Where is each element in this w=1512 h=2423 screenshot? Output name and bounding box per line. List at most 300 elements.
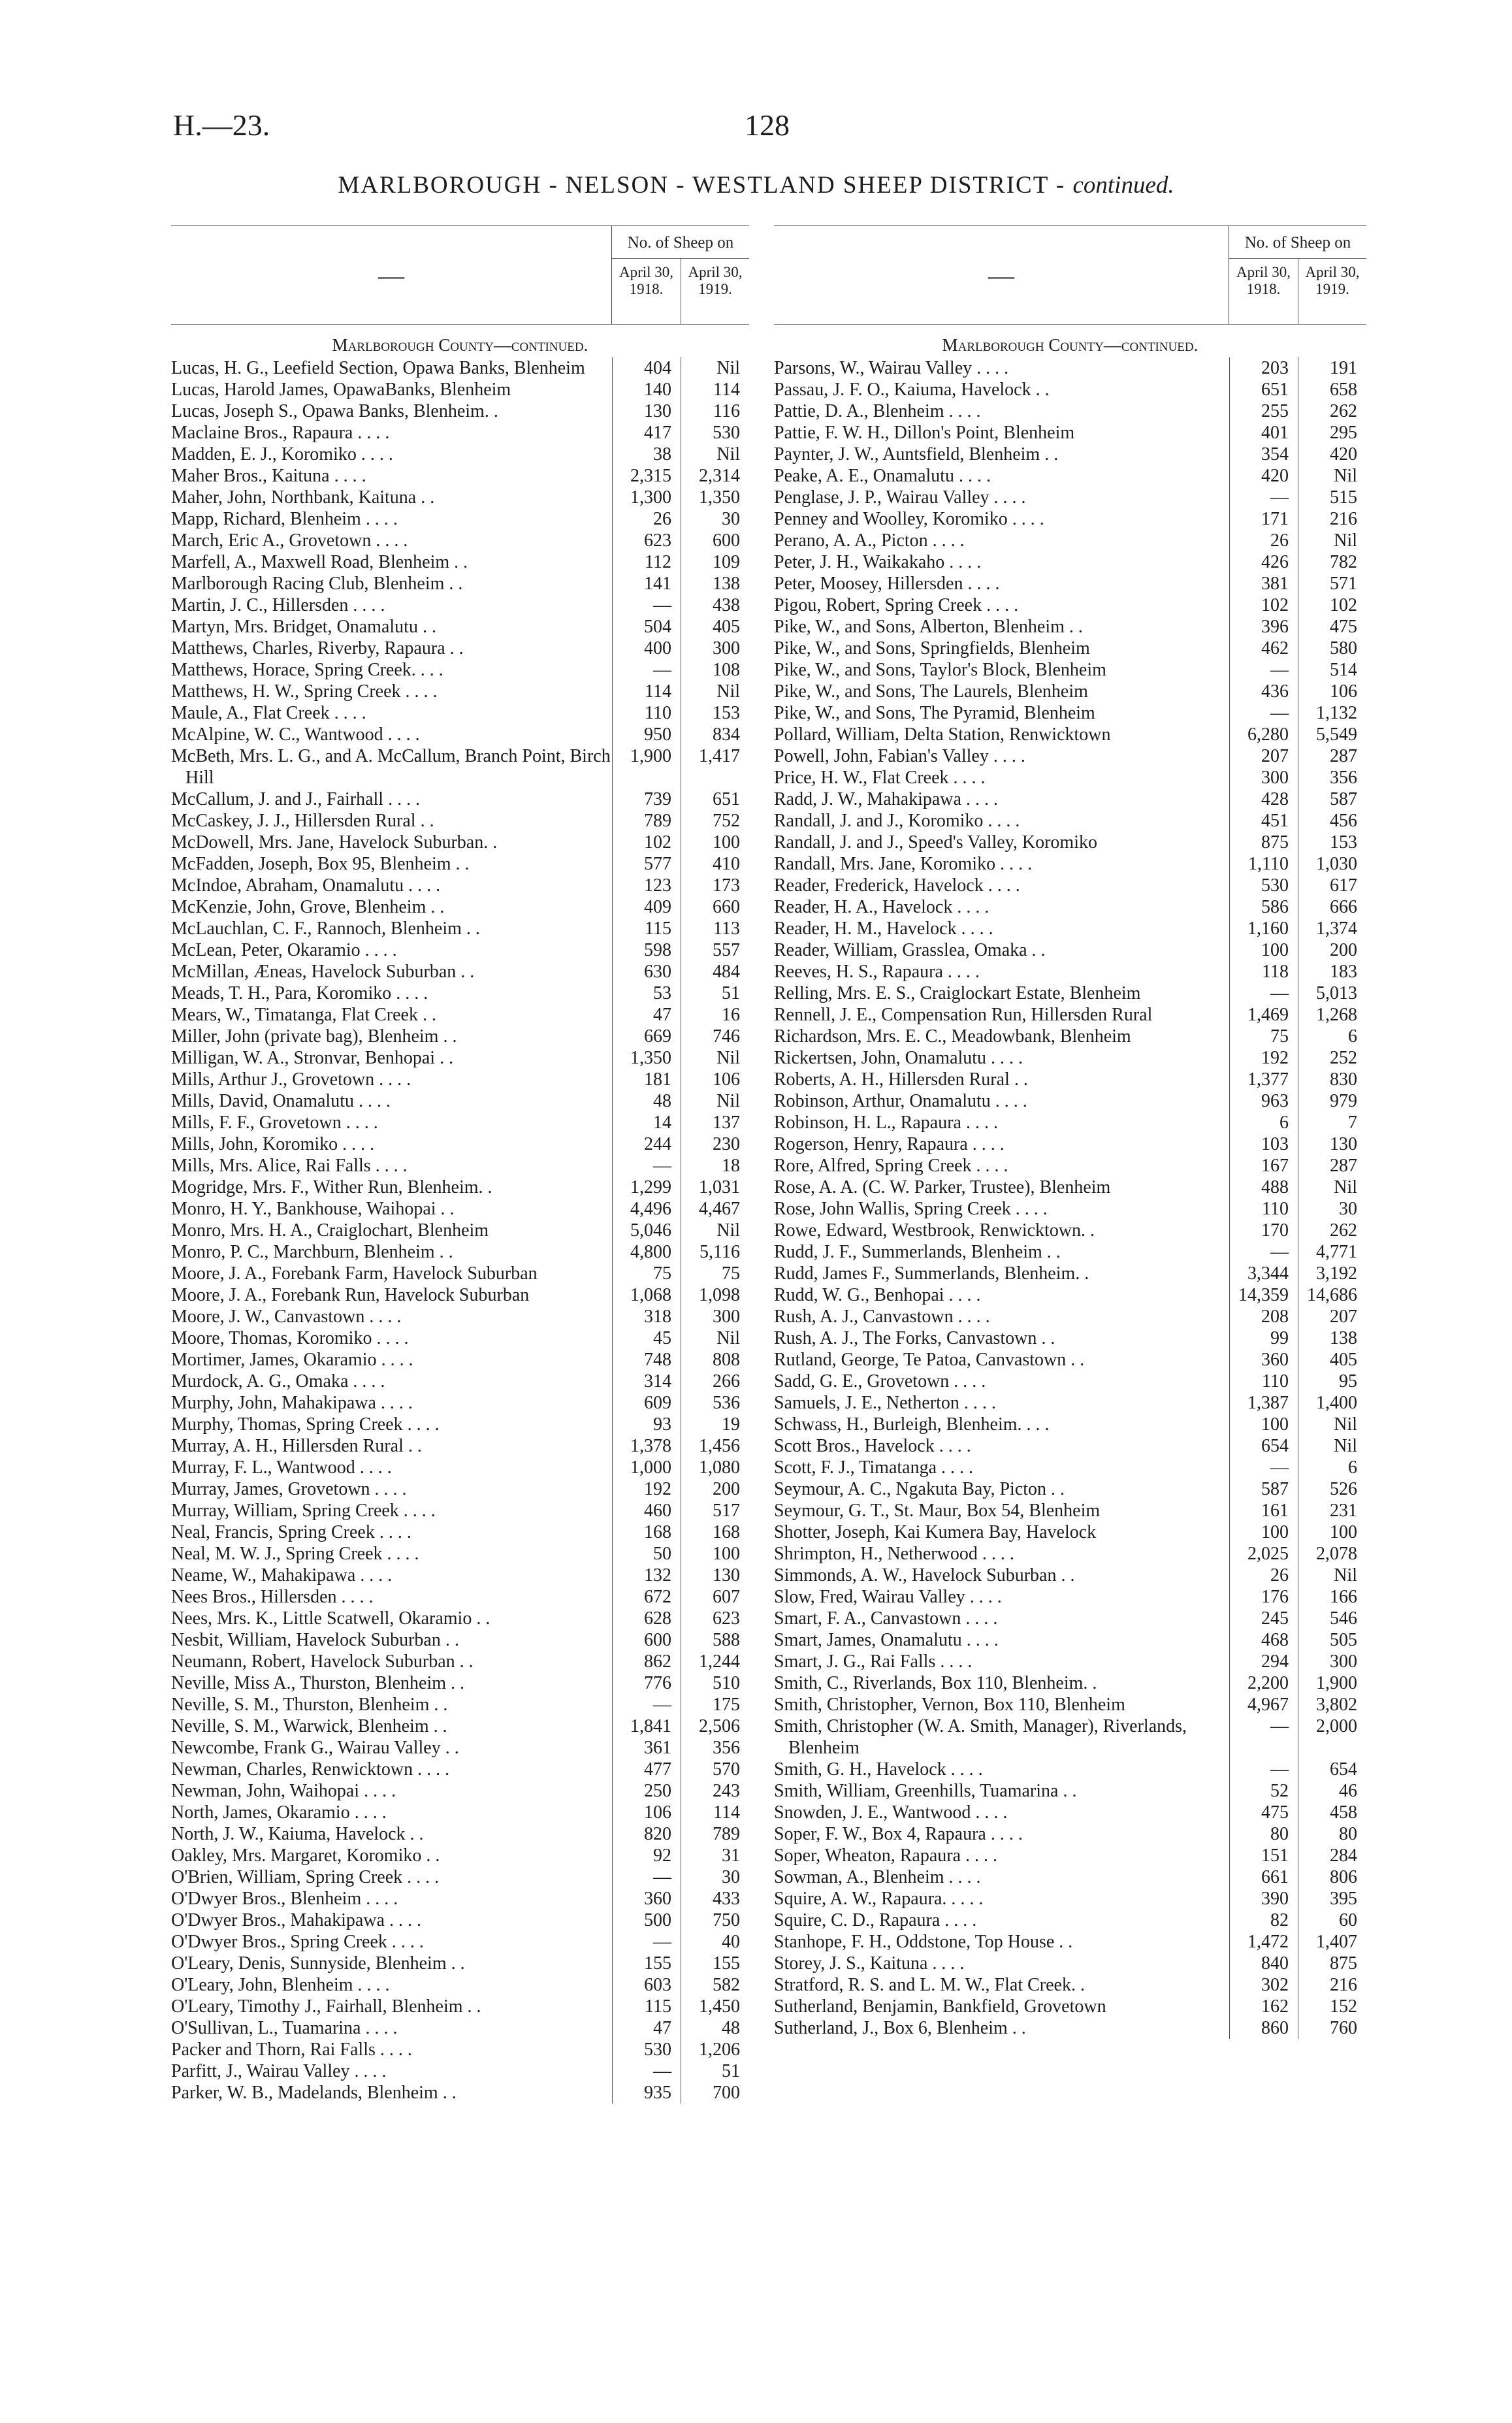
- owner-name: Powell, John, Fabian's Valley . . . .: [774, 746, 1025, 766]
- table-row: [171, 2039, 749, 2060]
- owner-name: Murphy, Thomas, Spring Creek . . . .: [171, 1414, 440, 1435]
- sheep-1919: 106: [681, 1069, 749, 1090]
- name-column-header: —: [378, 260, 404, 290]
- sheep-1918: 106: [612, 1802, 681, 1823]
- table-row: [774, 1500, 1366, 1521]
- table-row: [774, 659, 1366, 681]
- sheep-1918: 141: [612, 573, 681, 594]
- sheep-1919: Nil: [1298, 530, 1366, 551]
- owner-name: Storey, J. S., Kaituna . . . .: [774, 1953, 965, 1974]
- sheep-1918: 102: [1229, 594, 1298, 616]
- sheep-1918: 203: [1229, 357, 1298, 379]
- sheep-1919: 1,030: [1298, 853, 1366, 875]
- table-row: [774, 810, 1366, 832]
- table-row: [774, 616, 1366, 638]
- table-row: [774, 1306, 1366, 1327]
- owner-list: [774, 357, 1366, 2039]
- sheep-1918: 420: [1229, 465, 1298, 487]
- sheep-1918: 38: [612, 444, 681, 465]
- owner-name: Nees Bros., Hillersden . . . .: [171, 1587, 374, 1607]
- owner-name: Squire, A. W., Rapaura. . . . .: [774, 1889, 984, 1909]
- sheep-1918: 102: [612, 832, 681, 853]
- table-row: [774, 422, 1366, 444]
- sheep-1918: 2,200: [1229, 1672, 1298, 1694]
- table-row: [171, 939, 749, 961]
- sheep-1918: 935: [612, 2082, 681, 2104]
- sheep-1919: Nil: [681, 681, 749, 702]
- table-row: [774, 1521, 1366, 1543]
- sheep-1918: 1,160: [1229, 918, 1298, 939]
- sheep-1919: 557: [681, 939, 749, 961]
- sheep-1918: 26: [1229, 530, 1298, 551]
- owner-name: Smith, Christopher (W. A. Smith, Manager), Riverlands, Blenheim: [774, 1716, 1187, 1758]
- owner-name: Rudd, W. G., Benhopai . . . .: [774, 1285, 981, 1305]
- owner-name: Mapp, Richard, Blenheim . . . .: [171, 509, 398, 529]
- owner-name: Neumann, Robert, Havelock Suburban . .: [171, 1651, 474, 1672]
- sheep-1918: 47: [612, 2017, 681, 2039]
- sheep-1918: 748: [612, 1349, 681, 1371]
- owner-name: Rush, A. J., Canvastown . . . .: [774, 1307, 990, 1327]
- name-column-header: —: [988, 260, 1014, 290]
- table-row: [774, 1047, 1366, 1069]
- table-row: [774, 939, 1366, 961]
- owner-name: Smith, G. H., Havelock . . . .: [774, 1759, 983, 1780]
- sheep-1919: 1,900: [1298, 1672, 1366, 1694]
- table-row: [171, 530, 749, 551]
- owner-name: McLauchlan, C. F., Rannoch, Blenheim . .: [171, 919, 480, 939]
- sheep-1918: 1,299: [612, 1177, 681, 1198]
- sheep-1919: 1,450: [681, 1996, 749, 2017]
- sheep-1918: 451: [1229, 810, 1298, 832]
- sheep-1918: 840: [1229, 1953, 1298, 1974]
- sheep-1919: 4,771: [1298, 1241, 1366, 1263]
- table-row: [774, 1112, 1366, 1133]
- owner-name: Richardson, Mrs. E. C., Meadowbank, Blenheim: [774, 1026, 1131, 1047]
- sheep-1919: 153: [1298, 832, 1366, 853]
- table-row: [171, 983, 749, 1004]
- table-row: [171, 875, 749, 896]
- sheep-1918: 609: [612, 1392, 681, 1414]
- sheep-1919: 979: [1298, 1090, 1366, 1112]
- sheep-1919: 475: [1298, 616, 1366, 638]
- owner-name: Matthews, Horace, Spring Creek. . . .: [171, 660, 443, 680]
- table-row: [171, 1047, 749, 1069]
- sheep-1919: 262: [1298, 400, 1366, 422]
- sheep-1919: 875: [1298, 1953, 1366, 1974]
- owner-name: Maher, John, Northbank, Kaituna . .: [171, 487, 435, 508]
- owner-name: Mills, Arthur J., Grovetown . . . .: [171, 1069, 411, 1090]
- owner-name: Rose, John Wallis, Spring Creek . . . .: [774, 1199, 1048, 1219]
- sheep-1918: 5,046: [612, 1220, 681, 1241]
- sheep-1918: 110: [1229, 1198, 1298, 1220]
- table-row: [774, 745, 1366, 767]
- owner-name: Smith, William, Greenhills, Tuamarina . .: [774, 1781, 1077, 1801]
- sheep-1918: —: [612, 1931, 681, 1953]
- sheep-1918: 475: [1229, 1802, 1298, 1823]
- sheep-1919: 405: [1298, 1349, 1366, 1371]
- table-row: [171, 1177, 749, 1198]
- sheep-1918: 118: [1229, 961, 1298, 983]
- owner-name: McBeth, Mrs. L. G., and A. McCallum, Branch Point, Birch Hill: [171, 746, 611, 788]
- owner-name: Newman, Charles, Renwicktown . . . .: [171, 1759, 450, 1780]
- owner-name: Monro, P. C., Marchburn, Blenheim . .: [171, 1242, 453, 1262]
- sheep-1918: 26: [1229, 1565, 1298, 1586]
- sheep-1918: —: [612, 659, 681, 681]
- sheep-1919: 2,078: [1298, 1543, 1366, 1565]
- table-row: [774, 400, 1366, 422]
- owner-name: Paynter, J. W., Auntsfield, Blenheim . .: [774, 444, 1059, 464]
- table-row: [171, 724, 749, 745]
- sheep-1919: 658: [1298, 379, 1366, 400]
- sheep-1919: 48: [681, 2017, 749, 2039]
- table-row: [774, 1996, 1366, 2017]
- table-row: [171, 1953, 749, 1974]
- table-row: [171, 1457, 749, 1478]
- sheep-1919: 588: [681, 1629, 749, 1651]
- sheep-1919: 300: [1298, 1651, 1366, 1672]
- table-row: [171, 1910, 749, 1931]
- sheep-1918: 100: [1229, 939, 1298, 961]
- table-row: [171, 1866, 749, 1888]
- sheep-1919: 130: [681, 1565, 749, 1586]
- sheep-1919: 356: [1298, 767, 1366, 789]
- sheep-1919: 113: [681, 918, 749, 939]
- sheep-count-label: No. of Sheep on: [1229, 226, 1366, 259]
- owner-name: Miller, John (private bag), Blenheim . .: [171, 1026, 457, 1047]
- owner-name: McMillan, Æneas, Havelock Suburban . .: [171, 962, 475, 982]
- sheep-1918: 586: [1229, 896, 1298, 918]
- sheep-1919: 546: [1298, 1608, 1366, 1629]
- sheep-1919: 438: [681, 594, 749, 616]
- sheep-1919: 420: [1298, 444, 1366, 465]
- sheep-1918: 192: [1229, 1047, 1298, 1069]
- table-row: [774, 767, 1366, 789]
- sheep-1918: 151: [1229, 1845, 1298, 1866]
- sheep-1918: 361: [612, 1737, 681, 1759]
- table-row: [171, 789, 749, 810]
- sheep-1918: 47: [612, 1004, 681, 1026]
- sheep-1918: 409: [612, 896, 681, 918]
- table-row: [171, 896, 749, 918]
- table-row: [774, 1220, 1366, 1241]
- owner-name: Scott Bros., Havelock . . . .: [774, 1436, 971, 1456]
- table-row: [171, 1586, 749, 1608]
- sheep-1919: Nil: [681, 1090, 749, 1112]
- sheep-1919: 1,400: [1298, 1392, 1366, 1414]
- table-row: [171, 2017, 749, 2039]
- table-row: [171, 1780, 749, 1802]
- sheep-1918: 577: [612, 853, 681, 875]
- sheep-1919: 153: [681, 702, 749, 724]
- sheep-1918: —: [1229, 659, 1298, 681]
- sheep-1918: 600: [612, 1629, 681, 1651]
- sheep-1919: 1,132: [1298, 702, 1366, 724]
- owner-name: Peter, Moosey, Hillersden . . . .: [774, 574, 1000, 594]
- sheep-1918: 6,280: [1229, 724, 1298, 745]
- owner-name: Randall, J. and J., Koromiko . . . .: [774, 811, 1020, 831]
- sheep-1918: 2,025: [1229, 1543, 1298, 1565]
- sheep-1918: —: [1229, 1457, 1298, 1478]
- sheep-1918: 1,841: [612, 1716, 681, 1737]
- owner-name: Pattie, F. W. H., Dillon's Point, Blenheim: [774, 423, 1075, 443]
- table-row: [171, 1284, 749, 1306]
- owner-name: Stratford, R. S. and L. M. W., Flat Creek. .: [774, 1975, 1085, 1995]
- owner-name: Pike, W., and Sons, Alberton, Blenheim . .: [774, 617, 1083, 637]
- sheep-1919: 284: [1298, 1845, 1366, 1866]
- sheep-1918: 1,000: [612, 1457, 681, 1478]
- sheep-1919: 530: [681, 422, 749, 444]
- table-row: [774, 2017, 1366, 2039]
- sheep-1918: 181: [612, 1069, 681, 1090]
- table-row: [171, 422, 749, 444]
- table-row: [171, 1435, 749, 1457]
- owner-name: Pike, W., and Sons, The Pyramid, Blenheim: [774, 703, 1095, 723]
- owner-name: Nees, Mrs. K., Little Scatwell, Okaramio . .: [171, 1608, 491, 1629]
- sheep-1918: 99: [1229, 1327, 1298, 1349]
- section-heading: Marlborough County—continued.: [332, 335, 588, 355]
- owner-name: Rickertsen, John, Onamalutu . . . .: [774, 1048, 1023, 1068]
- sheep-1918: 436: [1229, 681, 1298, 702]
- owner-name: Moore, Thomas, Koromiko . . . .: [171, 1328, 409, 1348]
- sheep-1918: 1,300: [612, 487, 681, 508]
- owner-name: Marfell, A., Maxwell Road, Blenheim . .: [171, 552, 468, 572]
- owner-name: Soper, Wheaton, Rapaura . . . .: [774, 1846, 998, 1866]
- sheep-1919: 1,350: [681, 487, 749, 508]
- sheep-1919: 19: [681, 1414, 749, 1435]
- sheep-1919: 116: [681, 400, 749, 422]
- table-row: [171, 1651, 749, 1672]
- sheep-1918: 4,496: [612, 1198, 681, 1220]
- sheep-1919: 166: [1298, 1586, 1366, 1608]
- sheep-1919: 6: [1298, 1457, 1366, 1478]
- sheep-1918: 462: [1229, 638, 1298, 659]
- sheep-1919: 95: [1298, 1371, 1366, 1392]
- owner-name: Pollard, William, Delta Station, Renwicktown: [774, 724, 1111, 745]
- table-row: [171, 1931, 749, 1953]
- sheep-1919: 580: [1298, 638, 1366, 659]
- sheep-1918: 75: [612, 1263, 681, 1284]
- owner-name: Reeves, H. S., Rapaura . . . .: [774, 962, 980, 982]
- sheep-1919: 287: [1298, 1155, 1366, 1177]
- owner-name: Smith, Christopher, Vernon, Box 110, Blenheim: [774, 1695, 1125, 1715]
- owner-name: Price, H. W., Flat Creek . . . .: [774, 768, 986, 788]
- table-row: [171, 1500, 749, 1521]
- table-row: [774, 1177, 1366, 1198]
- sheep-1919: 173: [681, 875, 749, 896]
- sheep-1919: 207: [1298, 1306, 1366, 1327]
- sheep-1918: 396: [1229, 616, 1298, 638]
- year-1919-header: April 30, 1919.: [1298, 259, 1366, 324]
- owner-name: Rowe, Edward, Westbrook, Renwicktown. .: [774, 1220, 1095, 1241]
- table-row: [171, 1220, 749, 1241]
- sheep-count-label: No. of Sheep on: [612, 226, 749, 259]
- table-row: [171, 1521, 749, 1543]
- sheep-1918: 488: [1229, 1177, 1298, 1198]
- table-row: [774, 1672, 1366, 1694]
- sheep-1919: 1,098: [681, 1284, 749, 1306]
- owner-name: Samuels, J. E., Netherton . . . .: [774, 1393, 996, 1413]
- sheep-1918: 603: [612, 1974, 681, 1996]
- owner-name: Smart, J. G., Rai Falls . . . .: [774, 1651, 973, 1672]
- sheep-1918: 963: [1229, 1090, 1298, 1112]
- sheep-1919: 51: [681, 2060, 749, 2082]
- table-row: [171, 1478, 749, 1500]
- owner-name: Passau, J. F. O., Kaiuma, Havelock . .: [774, 380, 1050, 400]
- sheep-1918: 244: [612, 1133, 681, 1155]
- owner-name: Moore, J. A., Forebank Farm, Havelock Suburban: [171, 1263, 538, 1284]
- owner-name: Murray, A. H., Hillersden Rural . .: [171, 1436, 422, 1456]
- table-row: [171, 1349, 749, 1371]
- sheep-1918: 123: [612, 875, 681, 896]
- table-row: [774, 1931, 1366, 1953]
- owner-name: Mogridge, Mrs. F., Wither Run, Blenheim. .: [171, 1177, 492, 1197]
- sheep-1919: 106: [1298, 681, 1366, 702]
- sheep-1918: 170: [1229, 1220, 1298, 1241]
- sheep-1919: 30: [681, 1866, 749, 1888]
- sheep-1919: 587: [1298, 789, 1366, 810]
- sheep-1918: 167: [1229, 1155, 1298, 1177]
- table-row: [171, 1672, 749, 1694]
- owner-name: Rutland, George, Te Patoa, Canvastown . .: [774, 1350, 1085, 1370]
- table-row: [171, 594, 749, 616]
- table-row: [171, 573, 749, 594]
- table-row: [774, 1241, 1366, 1263]
- table-row: [774, 1866, 1366, 1888]
- sheep-1918: 100: [1229, 1521, 1298, 1543]
- sheep-1919: 514: [1298, 659, 1366, 681]
- owner-name: Pike, W., and Sons, Taylor's Block, Blenheim: [774, 660, 1106, 680]
- sheep-1918: 75: [1229, 1026, 1298, 1047]
- sheep-1919: 660: [681, 896, 749, 918]
- sheep-1919: 108: [681, 659, 749, 681]
- sheep-1918: 428: [1229, 789, 1298, 810]
- owner-name: Parfitt, J., Wairau Valley . . . .: [171, 2061, 387, 2081]
- sheep-1918: 300: [1229, 767, 1298, 789]
- sheep-1919: 4,467: [681, 1198, 749, 1220]
- owner-name: Marlborough Racing Club, Blenheim . .: [171, 574, 463, 594]
- sheep-1919: Nil: [1298, 1565, 1366, 1586]
- sheep-1918: 245: [1229, 1608, 1298, 1629]
- sheep-1919: 252: [1298, 1047, 1366, 1069]
- sheep-1918: 110: [1229, 1371, 1298, 1392]
- sheep-1919: 16: [681, 1004, 749, 1026]
- sheep-1919: 1,456: [681, 1435, 749, 1457]
- table-row: [171, 1694, 749, 1716]
- owner-name: Seymour, G. T., St. Maur, Box 54, Blenheim: [774, 1501, 1101, 1521]
- owner-name: O'Leary, Denis, Sunnyside, Blenheim . .: [171, 1953, 465, 1974]
- owner-name: Snowden, J. E., Wantwood . . . .: [774, 1802, 1008, 1823]
- sheep-1919: 155: [681, 1953, 749, 1974]
- table-row: [774, 1974, 1366, 1996]
- owner-name: McDowell, Mrs. Jane, Havelock Suburban. .: [171, 832, 498, 853]
- table-row: [171, 745, 749, 789]
- table-row: [171, 1802, 749, 1823]
- sheep-1919: 834: [681, 724, 749, 745]
- sheep-1918: 250: [612, 1780, 681, 1802]
- owner-name: O'Dwyer Bros., Mahakipawa . . . .: [171, 1910, 421, 1930]
- sheep-1919: 505: [1298, 1629, 1366, 1651]
- sheep-1919: 200: [681, 1478, 749, 1500]
- table-row: [774, 1349, 1366, 1371]
- table-row: [171, 1155, 749, 1177]
- sheep-1918: 401: [1229, 422, 1298, 444]
- sheep-1919: Nil: [681, 1047, 749, 1069]
- sheep-1918: 862: [612, 1651, 681, 1672]
- owner-name: Stanhope, F. H., Oddstone, Top House . .: [774, 1932, 1073, 1952]
- sheep-1919: 109: [681, 551, 749, 573]
- sheep-1919: 607: [681, 1586, 749, 1608]
- sheep-1919: 3,802: [1298, 1694, 1366, 1716]
- sheep-1919: 40: [681, 1931, 749, 1953]
- table-row: [774, 357, 1366, 379]
- owner-name: Pigou, Robert, Spring Creek . . . .: [774, 595, 1019, 615]
- owner-name: Shotter, Joseph, Kai Kumera Bay, Havelock: [774, 1522, 1097, 1542]
- sheep-1918: 140: [612, 379, 681, 400]
- sheep-1918: 207: [1229, 745, 1298, 767]
- sheep-1918: 672: [612, 1586, 681, 1608]
- owner-name: Reader, H. M., Havelock . . . .: [774, 919, 993, 939]
- sheep-1918: 1,110: [1229, 853, 1298, 875]
- owner-name: O'Dwyer Bros., Spring Creek . . . .: [171, 1932, 424, 1952]
- sheep-1918: —: [1229, 487, 1298, 508]
- sheep-1918: 294: [1229, 1651, 1298, 1672]
- table-row: [171, 1759, 749, 1780]
- table-row: [774, 530, 1366, 551]
- sheep-1918: 115: [612, 1996, 681, 2017]
- owner-name: Moore, J. W., Canvastown . . . .: [171, 1307, 402, 1327]
- table-row: [774, 1759, 1366, 1780]
- sheep-1919: 2,314: [681, 465, 749, 487]
- table-row: [171, 379, 749, 400]
- sheep-1918: 404: [612, 357, 681, 379]
- sheep-1918: 14,359: [1229, 1284, 1298, 1306]
- owner-list: [171, 357, 749, 2104]
- owner-name: McAlpine, W. C., Wantwood . . . .: [171, 724, 420, 745]
- owner-name: Mortimer, James, Okaramio . . . .: [171, 1350, 413, 1370]
- table-row: [171, 2060, 749, 2082]
- title-main: MARLBOROUGH - NELSON - WESTLAND SHEEP DISTRICT: [338, 172, 1049, 199]
- sheep-1918: 1,900: [612, 745, 681, 789]
- owner-name: Mills, F. F., Grovetown . . . .: [171, 1113, 378, 1133]
- owner-name: Robinson, H. L., Rapaura . . . .: [774, 1113, 998, 1133]
- sheep-1918: 168: [612, 1521, 681, 1543]
- year-1918-header: April 30, 1918.: [1236, 264, 1291, 297]
- owner-name: Rore, Alfred, Spring Creek . . . .: [774, 1156, 1008, 1176]
- sheep-1919: 3,192: [1298, 1263, 1366, 1284]
- sheep-1919: 458: [1298, 1802, 1366, 1823]
- owner-name: Maule, A., Flat Creek . . . .: [171, 703, 366, 723]
- table-row: [774, 1371, 1366, 1392]
- sheep-1918: 661: [1229, 1866, 1298, 1888]
- owner-name: Mears, W., Timatanga, Flat Creek . .: [171, 1005, 436, 1025]
- table-row: [774, 896, 1366, 918]
- right-column: [774, 225, 1366, 2039]
- table-row: [774, 1327, 1366, 1349]
- sheep-1919: 295: [1298, 422, 1366, 444]
- table-row: [171, 702, 749, 724]
- sheep-1919: 789: [681, 1823, 749, 1845]
- sheep-1918: 460: [612, 1500, 681, 1521]
- table-row: [774, 444, 1366, 465]
- owner-name: Reader, H. A., Havelock . . . .: [774, 897, 989, 917]
- sheep-1919: 300: [681, 638, 749, 659]
- year-1919-header: April 30, 1919.: [681, 259, 749, 324]
- page-title: MARLBOROUGH - NELSON - WESTLAND SHEEP DISTRICT - continued.: [338, 172, 1174, 199]
- owner-name: Shrimpton, H., Netherwood . . . .: [774, 1544, 1014, 1564]
- owner-name: Roberts, A. H., Hillersden Rural . .: [774, 1069, 1028, 1090]
- table-row: [171, 1090, 749, 1112]
- sheep-1919: 752: [681, 810, 749, 832]
